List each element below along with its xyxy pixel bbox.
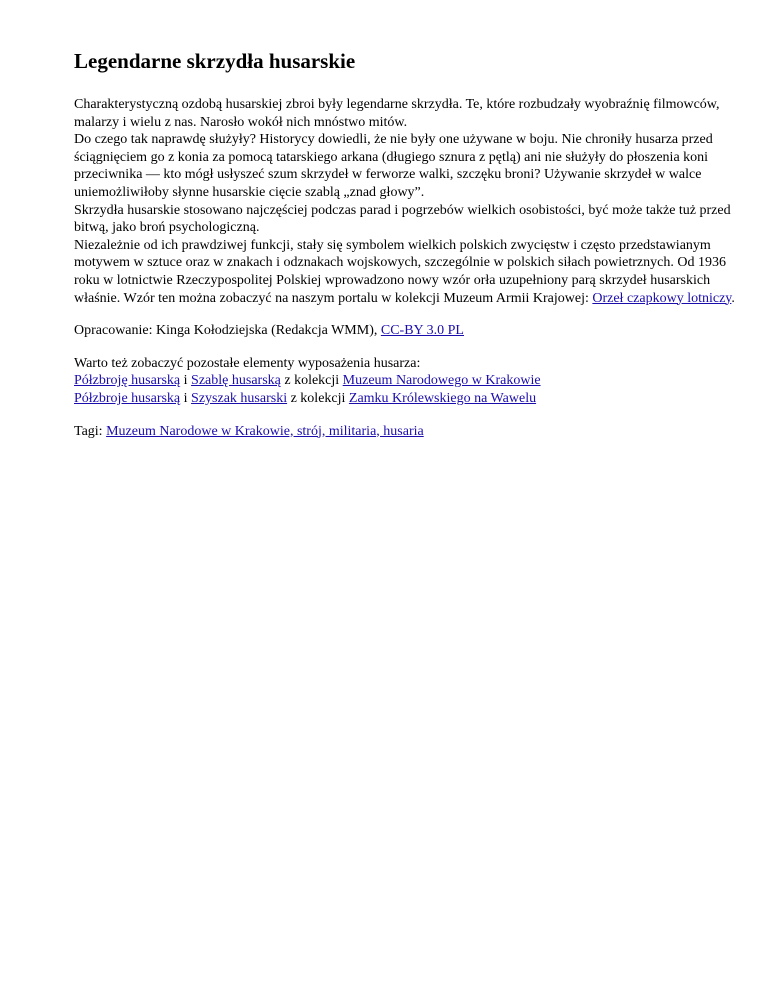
link-polzbroje-wawel[interactable]: Półzbroje husarską	[74, 390, 181, 406]
see-also-line	[74, 390, 739, 408]
article-body	[74, 96, 739, 307]
link-szable-krakow[interactable]: Szablę husarską	[191, 373, 281, 389]
article-content	[74, 48, 739, 440]
article-paragraph-text: Niezależnie od ich prawdziwej funkcji, stały się symbolem wielkich polskich zwycięstw i często przedstawianym motywem w sztuce oraz w znakach i odznakach wojskowych, szczególnie w polskich siłach powietrznych. Od 1936 roku w lotnictwie Rzeczypospolitej Polskiej wprowadzono nowy wzór orła uzupełniony parą skrzydeł husarskich właśnie. Wzór ten można zobaczyć na naszym portalu w kolekcji Muzeum Armii Krajowej:	[74, 237, 726, 306]
article-paragraph-last	[74, 237, 739, 307]
license-link[interactable]: CC-BY 3.0 PL	[380, 323, 464, 339]
from-collection-text: z kolekcji	[280, 373, 343, 389]
link-orzel-czapkowy[interactable]: Orzeł czapkowy lotniczy	[592, 290, 732, 306]
paragraph-end: .	[731, 290, 735, 306]
link-muzeum-narodowe[interactable]: Muzeum Narodowego w Krakowie	[342, 373, 541, 389]
see-also-intro: Warto też zobaczyć pozostałe elementy wyposażenia husarza:	[74, 355, 421, 371]
link-polzbroje-krakow[interactable]: Półzbroję husarską	[74, 373, 181, 389]
page-title: Legendarne skrzydła husarskie	[74, 49, 356, 73]
conjunction-text: i	[180, 373, 192, 389]
link-szyszak-wawel[interactable]: Szyszak husarski	[191, 390, 288, 406]
tags-link[interactable]: Muzeum Narodowe w Krakowie, strój, militaria, husaria	[106, 423, 424, 439]
see-also-section	[74, 355, 739, 408]
article-paragraph: Charakterystyczną ozdobą husarskiej zbroi były legendarne skrzydła. Te, które rozbudzały wyobraźnię filmowców, malarzy i wielu z nas. Narosło wokół nich mnóstwo mitów.	[74, 97, 720, 130]
conjunction-text: i	[180, 390, 192, 406]
credits-text: Opracowanie: Kinga Kołodziejska (Redakcja WMM),	[74, 323, 381, 339]
see-also-line	[74, 372, 739, 390]
credits	[74, 322, 739, 340]
tags-label: Tagi:	[74, 423, 107, 439]
article-paragraph: Skrzydła husarskie stosowano najczęściej podczas parad i pogrzebów wielkich osobistości, być może także tuż przed bitwą, jako broń psychologiczną.	[74, 202, 731, 236]
article-paragraph: Do czego tak naprawdę służyły? Historycy dowiedli, że nie były one używane w boju. Nie chroniły husarza przed ściągnięciem go z konia za pomocą tatarskiego arkana (długiego sznura z pętlą) ani nie służyły do płoszenia koni przeciwnika — kto mógł usłyszeć szum skrzydeł w ferworze walki, szczęku broni? Używanie skrzydeł w walce uniemożliwiłoby słynne husarskie cięcie szablą „znad głowy”.	[74, 132, 713, 200]
link-zamek-wawel[interactable]: Zamku Królewskiego na Wawelu	[348, 390, 537, 406]
from-collection-text: z kolekcji	[287, 390, 349, 406]
tags-section	[74, 423, 739, 441]
